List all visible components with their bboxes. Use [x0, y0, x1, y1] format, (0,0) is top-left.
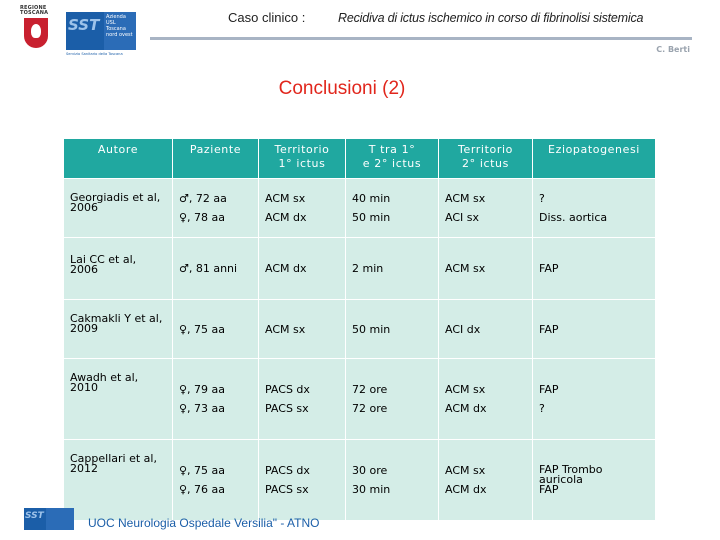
header-divider [150, 37, 692, 40]
author-tag: C. Berti [656, 45, 690, 54]
table-row [64, 359, 656, 440]
cell-patient: ♀, 75 aa ♀, 76 aa [173, 440, 259, 521]
cell-etiology: FAP ? [533, 359, 656, 440]
cell-etiology: FAP Trombo auricola FAP [533, 440, 656, 521]
usl-toscana-logo [66, 12, 138, 56]
cell-patient: ♂, 81 anni [173, 238, 259, 300]
col-header-patient: Paziente [173, 139, 259, 179]
cell-author: Cappellari et al, 2012 [64, 440, 173, 521]
usl-logo-panel: Azienda USL Toscana nord ovest [104, 12, 136, 50]
cell-territory-1: ACM sx ACM dx [259, 179, 346, 238]
usl-logo-subtitle: Servizio Sanitario della Toscana [66, 52, 123, 56]
conclusions-table [63, 138, 656, 521]
cell-time: 40 min 50 min [346, 179, 439, 238]
regione-toscana-logo [20, 6, 60, 54]
cell-patient: ♂, 72 aa ♀, 78 aa [173, 179, 259, 238]
cell-territory-2: ACM sx [439, 238, 533, 300]
cell-patient: ♀, 79 aa ♀, 73 aa [173, 359, 259, 440]
cell-territory-1: ACM dx [259, 238, 346, 300]
table-row [64, 440, 656, 521]
cell-territory-2: ACI dx [439, 300, 533, 359]
table-row [64, 300, 656, 359]
table-row [64, 179, 656, 238]
regione-toscana-logo-text: REGIONE TOSCANA [20, 5, 49, 16]
cell-author: Cakmakli Y et al, 2009 [64, 300, 173, 359]
pegasus-emblem-icon [24, 18, 48, 48]
cell-etiology: ? Diss. aortica [533, 179, 656, 238]
col-header-territory-1: Territorio 1° ictus [259, 139, 346, 179]
cell-etiology: FAP [533, 238, 656, 300]
case-label: Caso clinico : [228, 10, 306, 25]
cell-patient: ♀, 75 aa [173, 300, 259, 359]
footer-logo-sst: SST [25, 511, 44, 521]
slide-title: Conclusioni (2) [278, 78, 406, 99]
footer-department: UOC Neurologia Ospedale Versilia" - ATNO [88, 516, 320, 530]
cell-territory-2: ACM sx ACM dx [439, 440, 533, 521]
cell-time: 2 min [346, 238, 439, 300]
col-header-time-between: T tra 1° e 2° ictus [346, 139, 439, 179]
case-title: Recidiva di ictus ischemico in corso di fibrinolisi sistemica [338, 11, 644, 25]
cell-territory-1: PACS dx PACS sx [259, 359, 346, 440]
table-row [64, 238, 656, 300]
cell-author: Awadh et al, 2010 [64, 359, 173, 440]
col-header-territory-2: Territorio 2° ictus [439, 139, 533, 179]
cell-author: Georgiadis et al, 2006 [64, 179, 173, 238]
cell-territory-1: ACM sx [259, 300, 346, 359]
col-header-author: Autore [64, 139, 173, 179]
cell-territory-1: PACS dx PACS sx [259, 440, 346, 521]
cell-etiology: FAP [533, 300, 656, 359]
footer-usl-logo [24, 508, 76, 530]
usl-logo-sst: SST [68, 16, 100, 34]
cell-time: 72 ore 72 ore [346, 359, 439, 440]
cell-time: 50 min [346, 300, 439, 359]
cell-author: Lai CC et al, 2006 [64, 238, 173, 300]
cell-territory-2: ACM sx ACI sx [439, 179, 533, 238]
col-header-etiology: Eziopatogenesi [533, 139, 656, 179]
cell-territory-2: ACM sx ACM dx [439, 359, 533, 440]
cell-time: 30 ore 30 min [346, 440, 439, 521]
